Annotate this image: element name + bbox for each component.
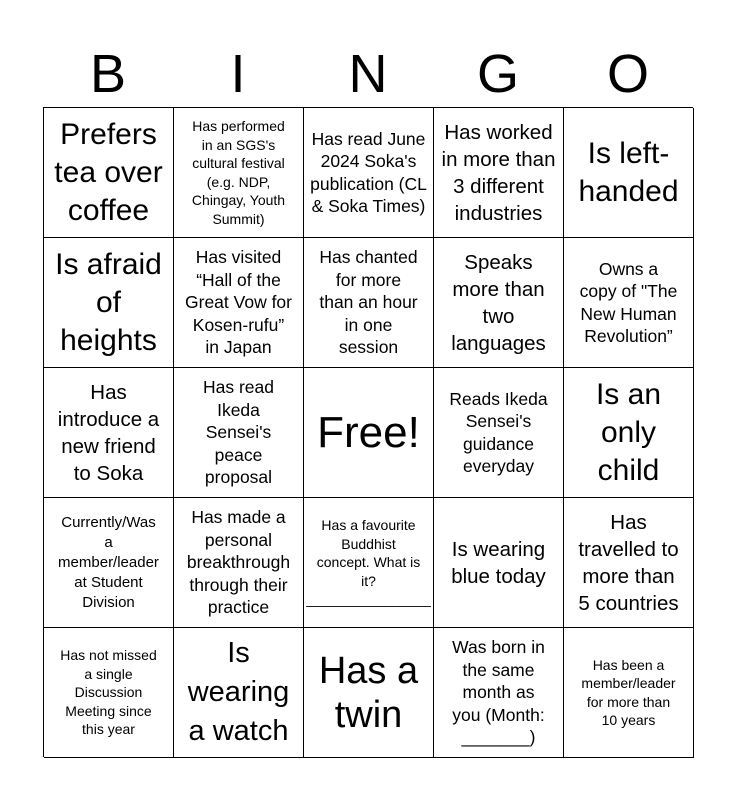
bingo-cell-text: Is left- handed: [578, 136, 679, 208]
bingo-cell-text: Has read Ikeda Sensei's peace proposal: [202, 377, 274, 488]
bingo-cell-text: Has visited “Hall of the Great Vow for Kosen-rufu” in Japan: [185, 247, 292, 358]
bingo-cell[interactable]: [434, 628, 564, 758]
bingo-cell-text: Reads Ikeda Sensei's guidance everyday: [449, 388, 548, 476]
bingo-cell[interactable]: [564, 368, 694, 498]
bingo-cell-text: Is an only child: [595, 377, 662, 487]
bingo-cell-text: Speaks more than two languages: [451, 250, 546, 355]
bingo-cell[interactable]: [174, 628, 304, 758]
bingo-cell[interactable]: [564, 108, 694, 238]
answer-blank-line: ________________: [306, 591, 431, 608]
header-letter-g: G: [476, 44, 519, 104]
bingo-header: [43, 40, 693, 108]
bingo-cell-text: Has a favourite Buddhist concept. What is it?: [316, 517, 421, 589]
bingo-cell-text: Is wearing blue today: [451, 537, 546, 588]
bingo-cell[interactable]: [44, 498, 174, 628]
bingo-cell[interactable]: [304, 108, 434, 238]
bingo-cell[interactable]: [304, 628, 434, 758]
bingo-cell[interactable]: [174, 498, 304, 628]
bingo-cell-text: Has chanted for more than an hour in one session: [319, 247, 418, 358]
bingo-cell-text: Is afraid of heights: [55, 247, 162, 357]
header-letter-o: O: [606, 44, 649, 104]
bingo-cell-text: Has been a member/leader for more than 10 years: [581, 656, 676, 728]
bingo-cell-text: Has a twin: [318, 649, 419, 736]
bingo-cell-text: Owns a copy of "The New Human Revolution”: [579, 258, 678, 346]
bingo-cell[interactable]: [174, 238, 304, 368]
bingo-cell[interactable]: [564, 628, 694, 758]
bingo-cell[interactable]: [174, 108, 304, 238]
bingo-cell-free[interactable]: [304, 368, 434, 498]
bingo-board: [43, 107, 693, 757]
header-letter-i: I: [230, 44, 246, 104]
bingo-cell[interactable]: [304, 238, 434, 368]
bingo-cell[interactable]: [564, 498, 694, 628]
bingo-cell-content: [306, 516, 431, 609]
bingo-cell-text: Has read June 2024 Soka's publication (CL & Soka Times): [310, 128, 427, 216]
bingo-cell[interactable]: [304, 498, 434, 628]
bingo-cell-text: Free!: [317, 407, 420, 457]
bingo-cell-text: Has not missed a single Discussion Meeting since this year: [60, 647, 157, 738]
bingo-cell[interactable]: [564, 238, 694, 368]
bingo-cell[interactable]: [434, 498, 564, 628]
header-letter-b: B: [89, 44, 127, 104]
bingo-cell-text: Is wearing a watch: [187, 637, 290, 747]
bingo-cell-text: Has introduce a new friend to Soka: [57, 380, 160, 485]
bingo-cell[interactable]: [44, 628, 174, 758]
bingo-cell[interactable]: [44, 108, 174, 238]
bingo-cell-text: Was born in the same month as you (Month: _______): [452, 637, 545, 748]
bingo-cell[interactable]: [44, 368, 174, 498]
bingo-cell-text: Has made a personal breakthrough through their practice: [186, 507, 291, 618]
bingo-cell-text: Has worked in more than 3 different industries: [441, 120, 556, 225]
header-letter-n: N: [348, 44, 388, 104]
bingo-cell[interactable]: [174, 368, 304, 498]
bingo-cell[interactable]: [434, 368, 564, 498]
bingo-cell[interactable]: [434, 108, 564, 238]
bingo-cell-text: Prefers tea over coffee: [54, 117, 163, 227]
bingo-cell[interactable]: [434, 238, 564, 368]
bingo-cell-text: Has performed in an SGS's cultural festival (e.g. NDP, Chingay, Youth Summit): [191, 118, 286, 227]
bingo-cell-text: Has travelled to more than 5 countries: [578, 510, 679, 615]
bingo-cell-text: Currently/Was a member/leader at Student Division: [58, 513, 159, 611]
bingo-cell[interactable]: [44, 238, 174, 368]
